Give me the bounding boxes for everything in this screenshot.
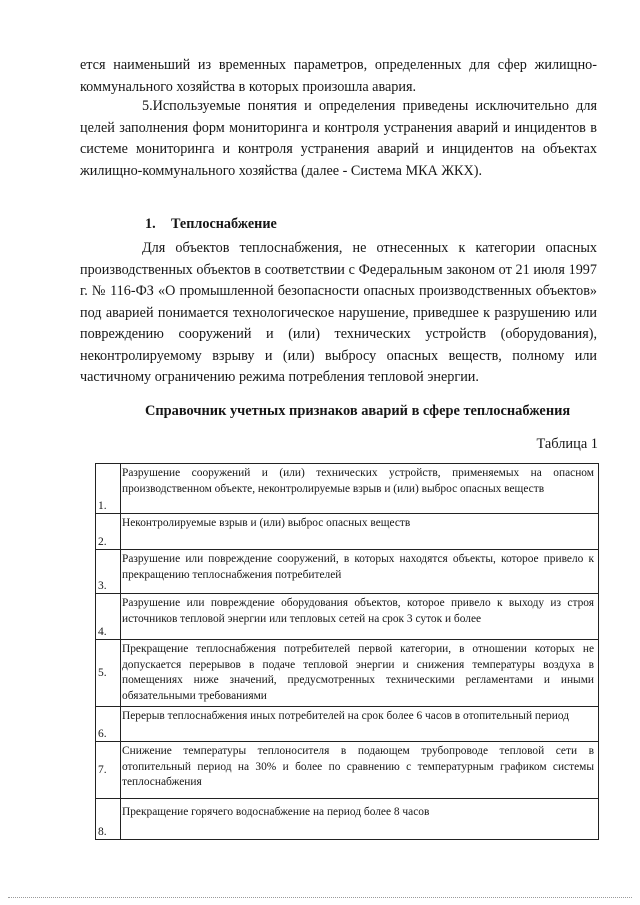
reference-title: Справочник учетных признаков аварий в сфере теплоснабжения [145, 403, 571, 419]
table-row [96, 464, 599, 514]
row-text: Перерыв теплоснабжения иных потребителей на срок более 6 часов в отопительный период [121, 707, 599, 742]
section-number: 1. [145, 216, 156, 232]
table-row [96, 742, 599, 799]
row-text: Прекращение теплоснабжения потребителей первой категории, в отношении которых не допускается перерывов в подаче тепловой энергии и снижения температуры воздуха в помещениях ниже значений, предусмотренных техническими регламентами и иными обязательными требованиями [121, 640, 599, 707]
table-row [96, 707, 599, 742]
row-number: 8. [96, 799, 121, 840]
table-row [96, 514, 599, 550]
scan-edge-divider [8, 897, 632, 898]
table-row [96, 640, 599, 707]
row-number: 7. [96, 742, 121, 799]
row-text: Снижение температуры теплоносителя в подающем трубопроводе тепловой сети в отопительный период на 30% и более по сравнению с температурным графиком системы теплоснабжения [121, 742, 599, 799]
clause-5-paragraph: 5.Используемые понятия и определения приведены исключительно для целей заполнения форм мониторинга и контроля устранения аварий и инцидентов в системе мониторинга и контроля устранения аварий и инцидентов на объектах жилищно-коммунального хозяйства (далее - Система МКА ЖКХ). [80, 98, 597, 179]
row-number: 6. [96, 707, 121, 742]
row-text: Неконтролируемые взрыв и (или) выброс опасных веществ [121, 514, 599, 550]
row-number: 4. [96, 594, 121, 640]
accident-signs-table [95, 463, 599, 840]
section-heading [145, 216, 277, 233]
table-row [96, 799, 599, 840]
section-title: Теплоснабжение [171, 216, 277, 232]
intro-paragraph: ется наименьший из временных параметров, определенных для сфер жилищно-коммунального хозяйства в которых произошла авария. [80, 57, 597, 95]
row-text: Разрушение или повреждение оборудования объектов, которое привело к выходу из строя источников тепловой энергии или тепловых сетей на срок 3 суток и более [121, 594, 599, 640]
row-text: Прекращение горячего водоснабжение на период более 8 часов [121, 799, 599, 840]
heat-supply-paragraph: Для объектов теплоснабжения, не отнесенных к категории опасных производственных объектов в соответствии с Федеральным законом от 21 июля 1997 г. № 116-ФЗ «О промышленной безопасности опасных производственных объектов» под аварией понимается технологическое нарушение, приведшее к разрушению или повреждению сооружений и (или) технических устройств (оборудования), неконтролируемому взрыву и (или) выбросу опасных веществ, полному или частичному ограничению режима потребления тепловой энергии. [80, 240, 597, 385]
row-number: 5. [96, 640, 121, 707]
table-row [96, 594, 599, 640]
row-text: Разрушение или повреждение сооружений, в которых находятся объекты, которое привело к прекращению теплоснабжения потребителей [121, 550, 599, 594]
row-number: 3. [96, 550, 121, 594]
row-number: 1. [96, 464, 121, 514]
table-label: Таблица 1 [536, 436, 598, 452]
table-row [96, 550, 599, 594]
row-text: Разрушение сооружений и (или) технических устройств, применяемых на опасном производственном объекте, неконтролируемые взрыв и (или) выброс опасных веществ [121, 464, 599, 514]
row-number: 2. [96, 514, 121, 550]
